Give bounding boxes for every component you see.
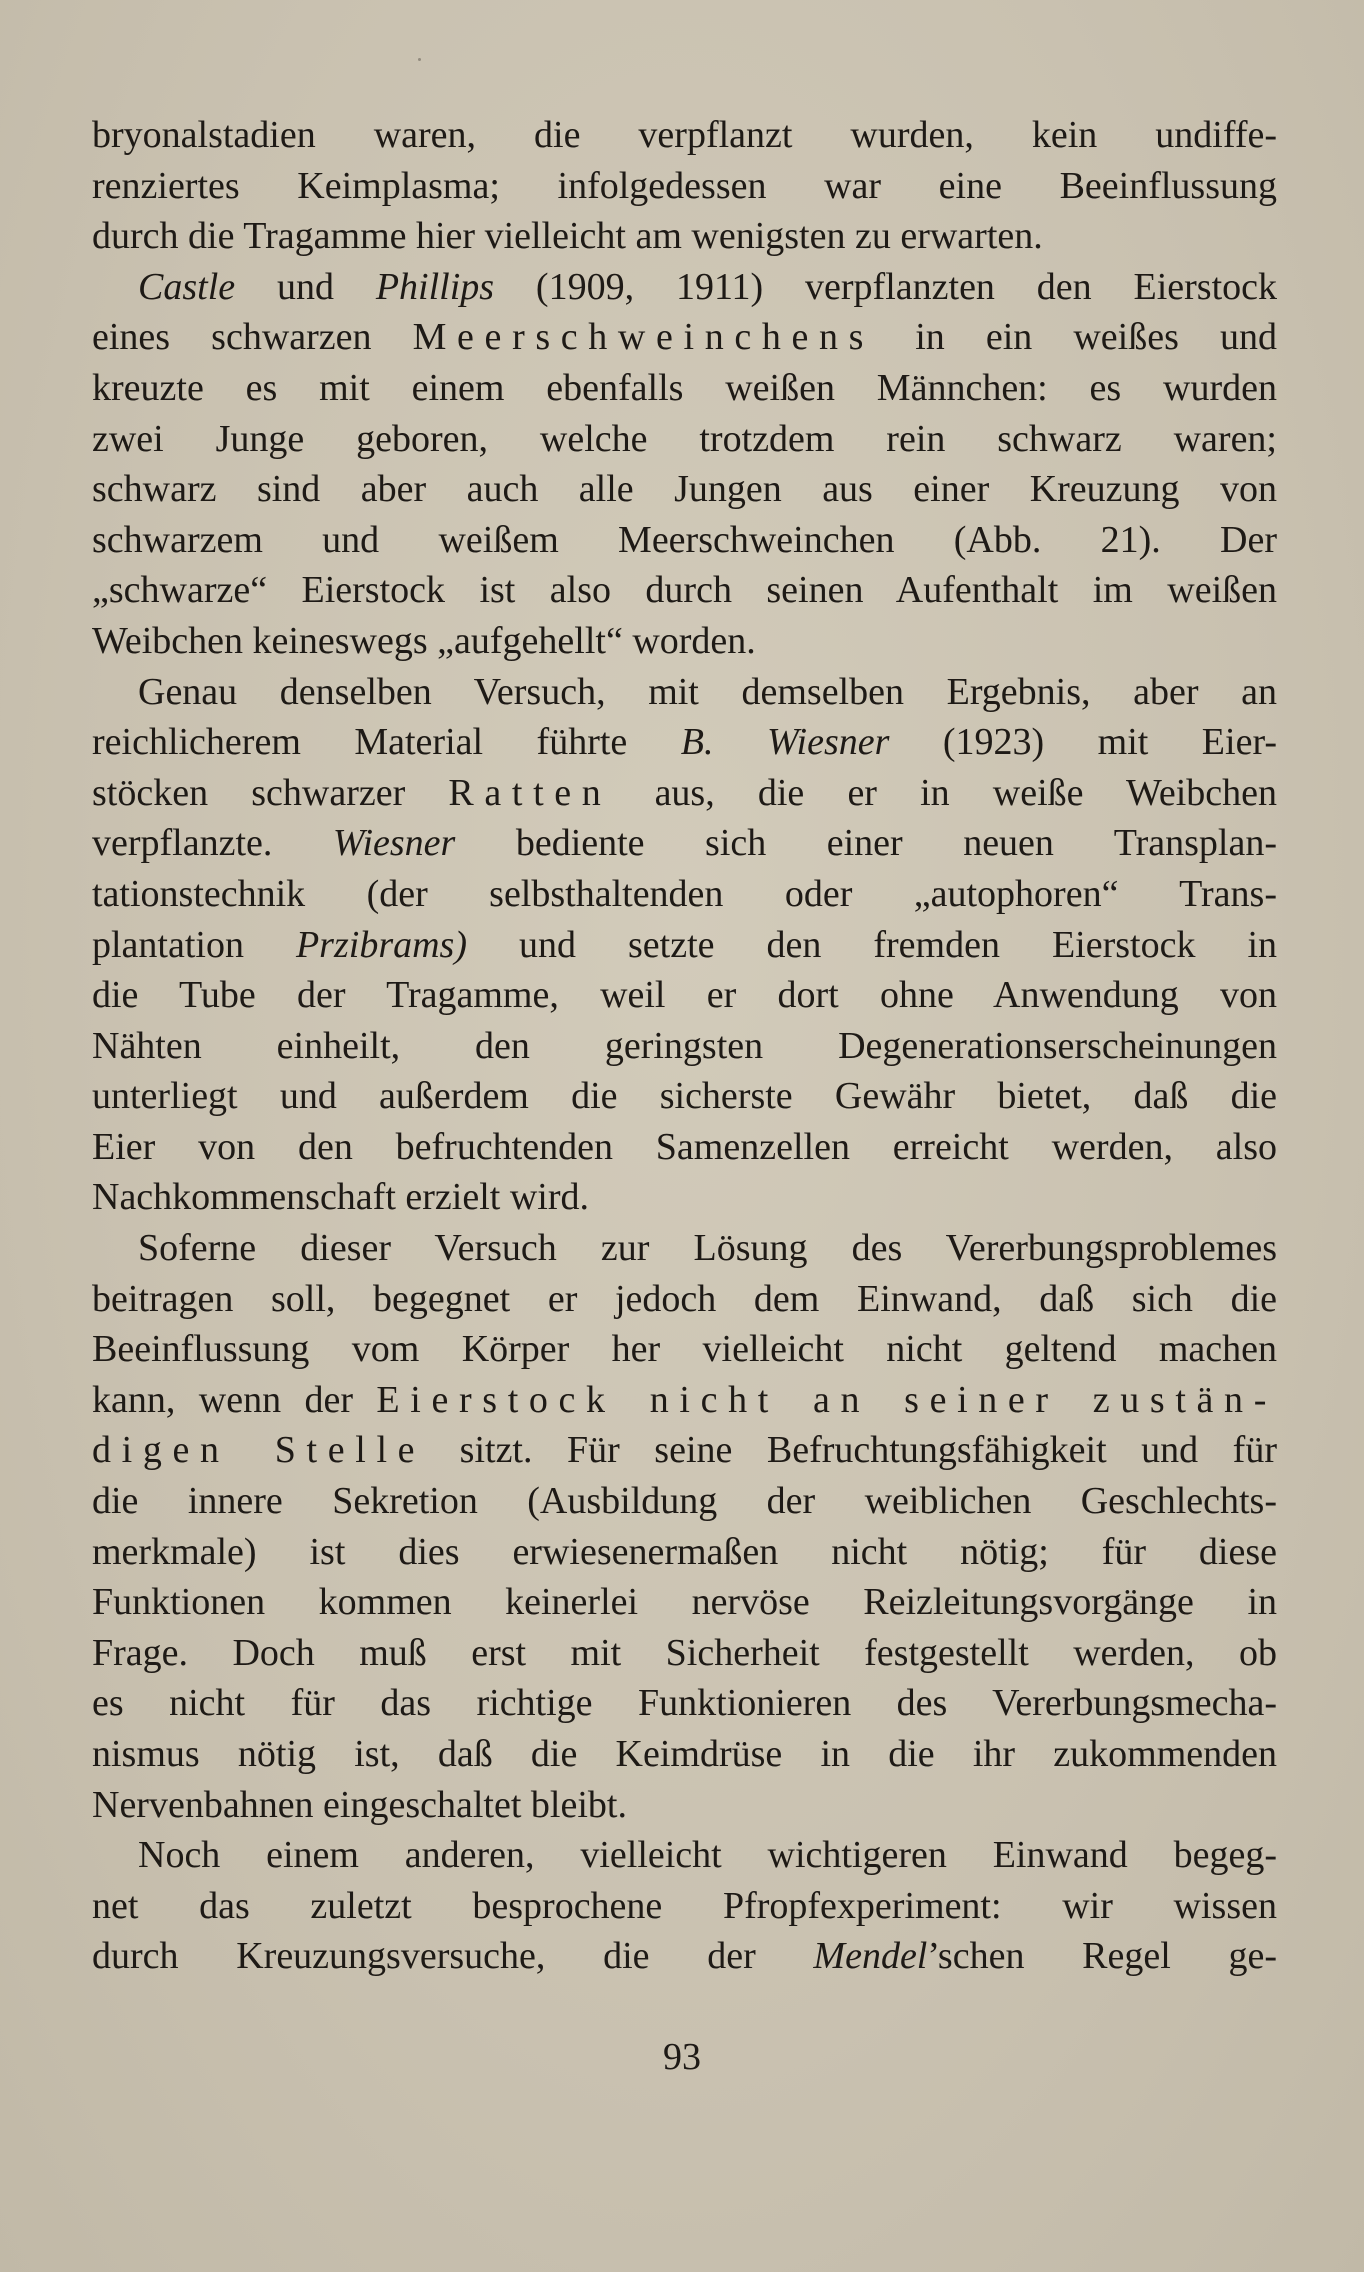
text-line — [92, 1425, 1277, 1476]
text-line — [92, 616, 1277, 667]
text-run: Soferne dieser Versuch zur Lösung des Vererbungsproblemes — [138, 1227, 1277, 1270]
text-run: es nicht für das richtige Funktionieren des Vererbungsmecha- — [92, 1682, 1277, 1725]
text-run: Weibchen keineswegs „aufgehellt“ worden. — [92, 619, 756, 662]
text-run: reichlicherem Material führte — [92, 721, 681, 764]
text-line — [92, 1527, 1277, 1578]
italic-name: Phillips — [375, 265, 495, 308]
text-line — [92, 414, 1277, 465]
text-run: verpflanzte. — [92, 822, 333, 865]
text-run: Nervenbahnen eingeschaltet bleibt. — [92, 1783, 627, 1826]
text-run: bediente sich einer neuen Transplan- — [455, 822, 1277, 865]
text-line — [92, 464, 1277, 515]
spaced-emphasis: Ratten — [448, 771, 612, 814]
text-run: eines schwarzen — [92, 316, 413, 359]
italic-name: Przibrams) — [295, 923, 467, 966]
text-line — [92, 1577, 1277, 1628]
text-line — [92, 1274, 1277, 1325]
text-line — [92, 667, 1277, 718]
text-run: nismus nötig ist, daß die Keimdrüse in die ihr zukommenden — [92, 1733, 1277, 1775]
text-run: (1923) mit Eier- — [889, 721, 1277, 764]
text-line — [92, 1628, 1277, 1679]
text-line — [92, 1021, 1277, 1072]
body-text — [92, 110, 1277, 1982]
italic-name: Wiesner — [332, 822, 456, 865]
text-line — [92, 161, 1277, 212]
spaced-emphasis: Eierstock nicht an seiner zustän- — [376, 1378, 1277, 1421]
text-run: sitzt. Für seine Befruchtungsfähigkeit und für — [425, 1429, 1277, 1472]
text-line — [92, 1223, 1277, 1274]
text-line — [92, 970, 1277, 1021]
text-line — [92, 211, 1277, 262]
italic-name: Mendel — [813, 1935, 928, 1978]
text-line — [92, 1729, 1277, 1780]
text-line — [92, 515, 1277, 566]
text-run: stöcken schwarzer — [92, 771, 449, 814]
text-run: ’schen Regel ge- — [927, 1935, 1277, 1978]
text-line — [92, 920, 1277, 971]
text-run: Frage. Doch muß erst mit Sicherheit festgestellt werden, ob — [92, 1631, 1277, 1674]
text-line — [92, 1122, 1277, 1173]
text-line — [92, 363, 1277, 414]
text-run: zwei Junge geboren, welche trotzdem rein schwarz waren; — [92, 417, 1277, 460]
text-run: Funktionen kommen keinerlei nervöse Reizleitungsvorgänge in — [92, 1581, 1277, 1624]
text-run: Noch einem anderen, vielleicht wichtigeren Einwand begeg- — [138, 1834, 1277, 1877]
text-run: kreuzte es mit einem ebenfalls weißen Männchen: es wurden — [92, 366, 1277, 409]
text-line — [92, 818, 1277, 869]
text-line — [92, 1476, 1277, 1527]
text-line — [92, 1830, 1277, 1881]
text-line — [92, 869, 1277, 920]
text-run: und — [235, 265, 376, 308]
text-line — [92, 1931, 1277, 1982]
text-run: renziertes Keimplasma; infolgedessen war eine Beeinflussung — [92, 164, 1277, 207]
text-run: kann, wenn der — [92, 1378, 377, 1421]
text-run: plantation — [92, 923, 296, 966]
text-run: durch die Tragamme hier vielleicht am wenigsten zu erwarten. — [92, 215, 1043, 258]
text-line — [92, 717, 1277, 768]
italic-name: B. Wiesner — [680, 721, 890, 764]
text-run: und setzte den fremden Eierstock in — [467, 923, 1277, 966]
text-run: „schwarze“ Eierstock ist also durch seinen Aufenthalt im weißen — [92, 569, 1277, 612]
text-line — [92, 1780, 1277, 1831]
text-run: schwarzem und weißem Meerschweinchen (Abb. 21). Der — [92, 518, 1277, 561]
text-run: in ein weißes und — [874, 316, 1277, 359]
text-run: schwarz sind aber auch alle Jungen aus einer Kreuzung von — [92, 468, 1277, 511]
text-run: bryonalstadien waren, die verpflanzt wurden, kein undiffe- — [92, 114, 1277, 156]
italic-name: Castle — [138, 265, 236, 308]
text-run: Nachkommenschaft erzielt wird. — [92, 1176, 589, 1219]
text-run: tationstechnik (der selbsthaltenden oder „autophoren“ Trans- — [92, 872, 1277, 915]
text-line — [92, 1678, 1277, 1729]
text-run: die Tube der Tragamme, weil er dort ohne Anwendung von — [92, 974, 1277, 1017]
text-line — [92, 565, 1277, 616]
text-line — [92, 312, 1277, 363]
text-run: die innere Sekretion (Ausbildung der weiblichen Geschlechts- — [92, 1480, 1277, 1523]
text-run: net das zuletzt besprochene Pfropfexperiment: wir wissen — [92, 1884, 1277, 1927]
paper-speck — [418, 58, 421, 61]
text-run: Eier von den befruchtenden Samenzellen erreicht werden, also — [92, 1125, 1277, 1168]
text-line — [92, 262, 1277, 313]
text-run: durch Kreuzungsversuche, die der — [92, 1935, 814, 1978]
text-run: merkmale) ist dies erwiesenermaßen nicht nötig; für diese — [92, 1530, 1277, 1573]
text-line — [92, 1071, 1277, 1122]
text-line — [92, 110, 1277, 161]
text-line — [92, 1172, 1277, 1223]
text-run: Nähten einheilt, den geringsten Degenerationserscheinungen — [92, 1024, 1277, 1067]
text-line — [92, 1881, 1277, 1932]
text-line — [92, 1375, 1277, 1426]
text-run: (1909, 1911) verpflanzten den Eierstock — [494, 265, 1277, 308]
text-run: unterliegt und außerdem die sicherste Gewähr bietet, daß die — [92, 1075, 1277, 1118]
text-run: Genau denselben Versuch, mit demselben Ergebnis, aber an — [138, 670, 1277, 713]
text-run: aus, die er in weiße Weibchen — [611, 771, 1277, 814]
text-line — [92, 1324, 1277, 1375]
text-line — [92, 768, 1277, 819]
text-run: beitragen soll, begegnet er jedoch dem Einwand, daß sich die — [92, 1277, 1277, 1320]
text-run: Beeinflussung vom Körper her vielleicht nicht geltend machen — [92, 1328, 1277, 1371]
page-number: 93 — [663, 2036, 701, 2078]
spaced-emphasis: Meerschweinchens — [412, 316, 875, 359]
spaced-emphasis: digen Stelle — [92, 1429, 426, 1472]
